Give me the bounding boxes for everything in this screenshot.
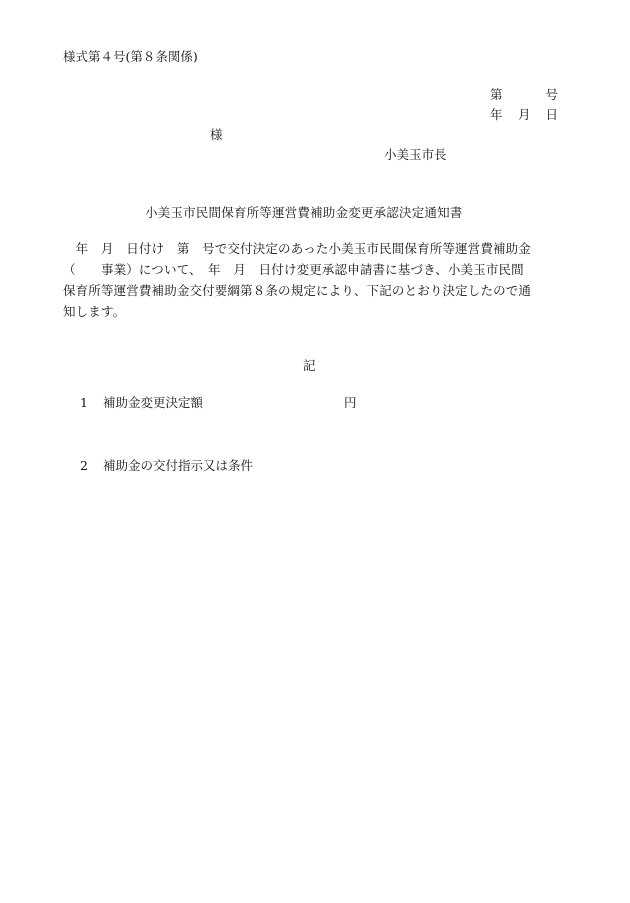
form-label: 様式第４号(第８条関係) bbox=[63, 49, 198, 64]
number-prefix: 第 bbox=[490, 87, 503, 102]
document-title: 小美玉市民間保育所等運営費補助金変更承認決定通知書 bbox=[145, 205, 463, 220]
body-line: 知します。 bbox=[63, 304, 126, 319]
date-year: 年 bbox=[490, 107, 503, 122]
item-label-conditions: 補助金の交付指示又は条件 bbox=[103, 458, 254, 473]
item-number: 1 bbox=[80, 395, 88, 410]
date-month: 月 bbox=[518, 107, 531, 122]
body-line: （ 事業）について、 年 月 日付け変更承認申請書に基づき、小美玉市民間 bbox=[63, 262, 524, 277]
item-label-amount: 補助金変更決定額 bbox=[103, 395, 204, 410]
number-suffix: 号 bbox=[545, 87, 558, 102]
item-unit-yen: 円 bbox=[344, 395, 357, 410]
item-number: 2 bbox=[80, 458, 88, 473]
issuer-name: 小美玉市長 bbox=[384, 147, 447, 162]
body-line: 保育所等運営費補助金交付要綱第８条の規定により、下記のとおり決定したので通 bbox=[63, 283, 532, 298]
body-line: 年 月 日付け 第 号で交付決定のあった小美玉市民間保育所等運営費補助金 bbox=[63, 241, 531, 256]
ki-heading: 記 bbox=[303, 358, 316, 373]
date-day: 日 bbox=[545, 107, 558, 122]
recipient-suffix: 様 bbox=[210, 127, 223, 142]
